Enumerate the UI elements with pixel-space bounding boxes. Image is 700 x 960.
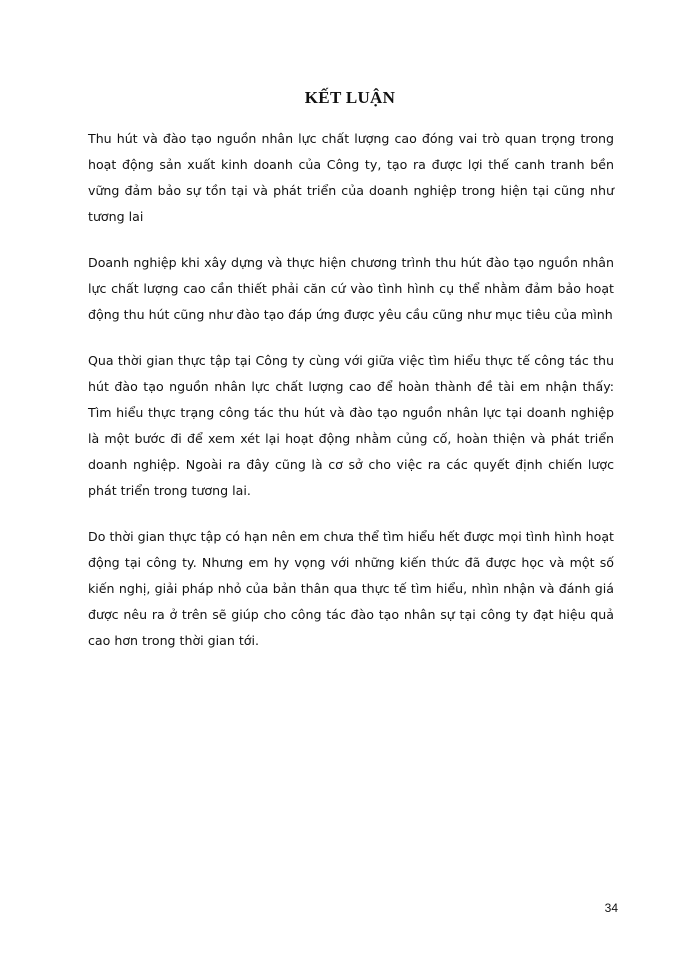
paragraph-2: Doanh nghiệp khi xây dựng và thực hiện chương trình thu hút đào tạo nguồn nhân lực chất lượng cao cần thiết phải căn cứ vào tình hình cụ thể nhằm đảm bảo hoạt động thu hút cũng như đào tạo đáp ứng được yêu cầu cũng như mục tiêu của mình <box>88 255 614 322</box>
paragraph-4: Do thời gian thực tập có hạn nên em chưa thể tìm hiểu hết được mọi tình hình hoạt động tại công ty. Nhưng em hy vọng với những kiến thức đã được học và một số kiến nghị, giải pháp nhỏ của bản thân qua thực tế tìm hiểu, nhìn nhận và đánh giá được nêu ra ở trên sẽ giúp cho công tác đào tạo nhân sự tại công ty đạt hiệu quả cao hơn trong thời gian tới. <box>88 529 614 648</box>
paragraph-1: Thu hút và đào tạo nguồn nhân lực chất lượng cao đóng vai trò quan trọng trong hoạt động sản xuất kinh doanh của Công ty, tạo ra được lợi thế canh tranh bền vững đảm bảo sự tồn tại và phát triển của doanh nghiệp trong hiện tại cũng như tương lai <box>88 131 614 224</box>
paragraph-3: Qua thời gian thực tập tại Công ty cùng với giữa việc tìm hiểu thực tế công tác thu hút đào tạo nguồn nhân lực chất lượng cao để hoàn thành đề tài em nhận thấy: Tìm hiểu thực trạng công tác thu hút và đào tạo nguồn nhân lực tại doanh nghiệp là một bước đi để xem xét lại hoạt động nhằm củng cố, hoàn thiện và phát triển doanh nghiệp. Ngoài ra đây cũng là cơ sở cho việc ra các quyết định chiến lược phát triển trong tương lai. <box>88 353 614 498</box>
page-number: 34 <box>604 901 618 915</box>
body-text <box>88 126 614 674</box>
page-title: KẾT LUẬN <box>304 88 396 107</box>
